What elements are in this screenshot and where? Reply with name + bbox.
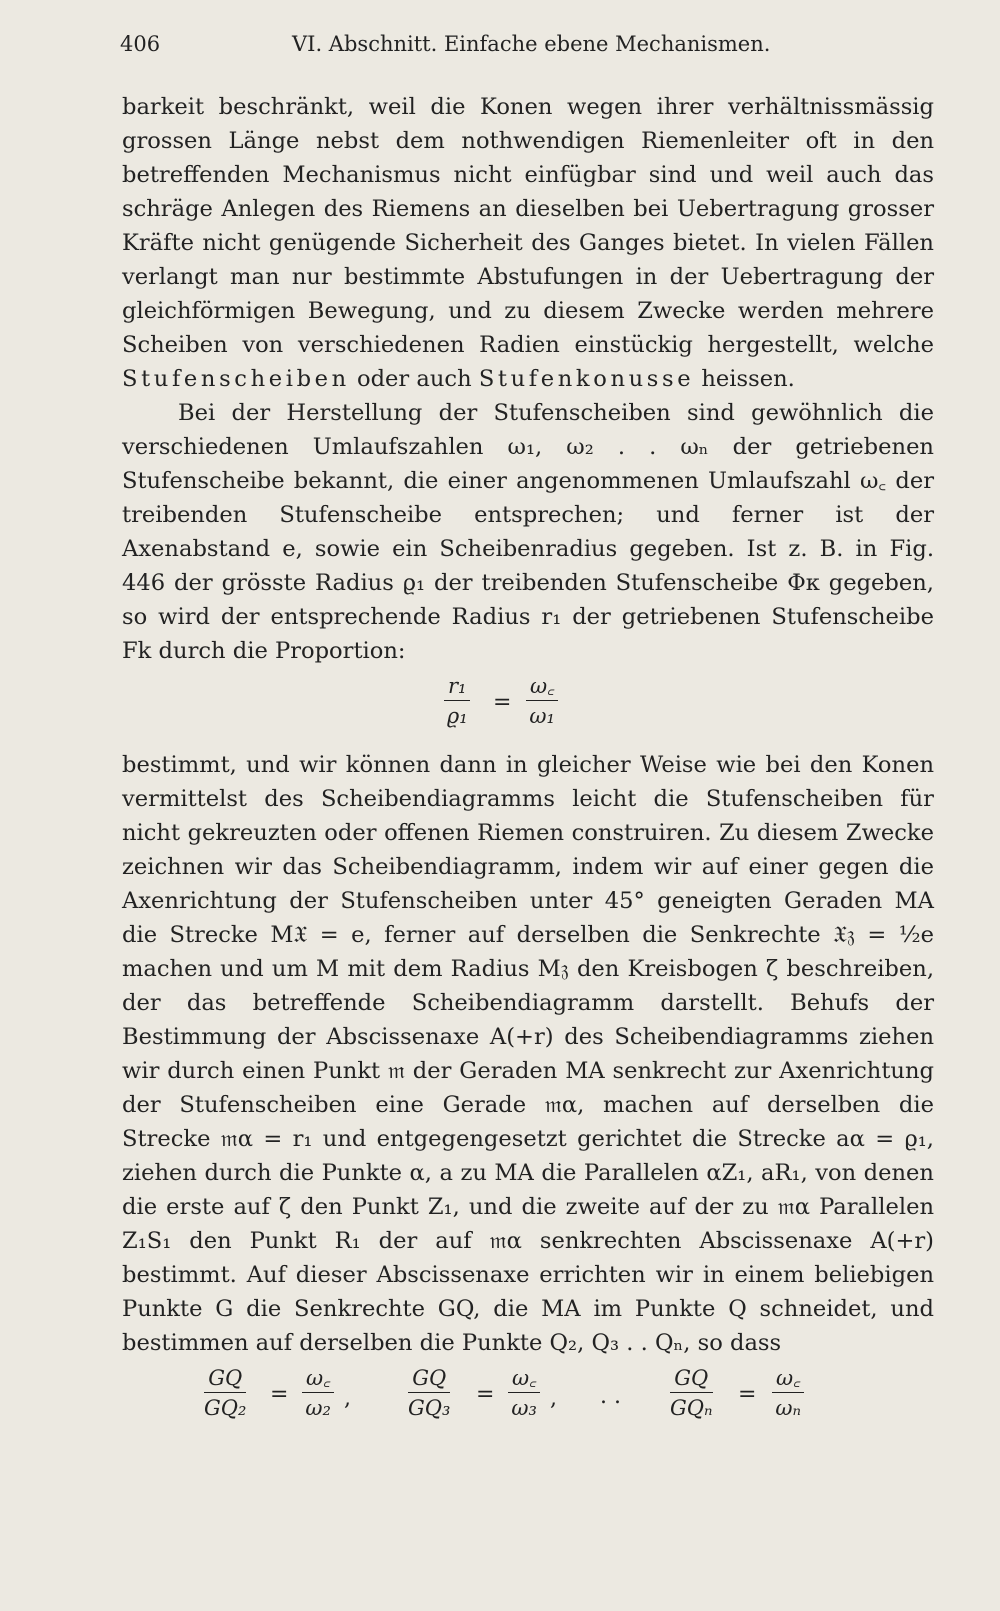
fraction-numerator: GQ xyxy=(670,1364,713,1393)
fraction-denominator: ϱ₁ xyxy=(446,704,468,728)
fraction-numerator: ω꜀ xyxy=(302,1364,334,1393)
paragraph-1-mid: oder auch xyxy=(349,366,479,392)
fraction-numerator: GQ xyxy=(204,1364,246,1393)
comma: , xyxy=(344,1386,351,1411)
term-stufenscheiben: Stufenscheiben xyxy=(122,366,350,392)
page-header xyxy=(120,32,940,66)
fraction-denominator: ω₁ xyxy=(529,704,555,728)
body-text xyxy=(122,90,934,1444)
equals-sign: = xyxy=(493,690,512,715)
fraction-numerator: ω꜀ xyxy=(772,1364,804,1393)
running-title: VI. Abschnitt. Einfache ebene Mechanismen. xyxy=(292,32,771,56)
fraction-omegac-omega3 xyxy=(508,1364,540,1423)
equals-sign: = xyxy=(738,1382,757,1407)
fraction-denominator: GQ₃ xyxy=(408,1396,451,1420)
fraction-gq-gq2 xyxy=(204,1364,246,1423)
equals-sign: = xyxy=(270,1382,289,1407)
paragraph-2: Bei der Herstellung der Stufenscheiben sind gewöhnlich die verschiedenen Umlaufszahlen ω₁, ω₂ . . ωₙ der getriebenen Stufenscheibe bekannt, die einer angenommenen Umlaufszahl ω꜀ der treibenden Stufenscheibe entsprechen; und ferner ist der Axenabstand e, sowie ein Scheibenradius gegeben. Ist z. B. in Fig. 446 der grösste Radius ϱ₁ der treibenden Stufenscheibe Φκ gegeben, so wird der entsprechende Radius r₁ der getriebenen Stufenscheibe Fk durch die Proportion: xyxy=(122,400,934,664)
page-number: 406 xyxy=(120,32,161,56)
fraction-denominator: GQₙ xyxy=(670,1396,713,1420)
paragraph-1 xyxy=(122,90,934,396)
ellipsis-dots: . . xyxy=(600,1384,621,1409)
paragraph-1-text: barkeit beschränkt, weil die Konen wegen ihrer verhältnissmässig grossen Länge nebst dem nothwendigen Riemenleiter oft in den betreffenden Mechanismus nicht einfügbar sind und weil auch das schräge Anlegen des Riemens an dieselben bei Uebertragung grosser Kräfte nicht genügende Sicherheit des Ganges bietet. In vielen Fällen verlangt man nur bestimmte Abstufungen in der Uebertragung der gleichförmigen Bewegung, und zu diesem Zwecke werden mehrere Scheiben von verschiedenen Radien einstückig hergestellt, welche xyxy=(122,94,934,358)
proportion-equation xyxy=(122,672,934,746)
paragraph-1-end: heissen. xyxy=(694,366,795,392)
fraction-omegac-omegan xyxy=(772,1364,804,1423)
fraction-denominator: ωₙ xyxy=(775,1396,802,1420)
fraction-denominator: GQ₂ xyxy=(204,1396,247,1420)
fraction-numerator: ω꜀ xyxy=(526,672,558,701)
fraction-omegac-omega2 xyxy=(302,1364,334,1423)
fraction-numerator: GQ xyxy=(408,1364,450,1393)
ratio-equations xyxy=(122,1364,934,1444)
term-stufenkonusse: Stufenkonusse xyxy=(478,366,695,392)
fraction-omegac-omega1 xyxy=(526,672,558,731)
fraction-denominator: ω₃ xyxy=(511,1396,537,1420)
fraction-gq-gq3 xyxy=(408,1364,450,1423)
fraction-numerator: r₁ xyxy=(444,672,470,701)
paragraph-3: bestimmt, und wir können dann in gleicher Weise wie bei den Konen vermittelst des Scheibendiagramms leicht die Stufenscheiben für nicht gekreuzten oder offenen Riemen construiren. Zu diesem Zwecke zeichnen wir das Scheibendiagramm, indem wir auf einer gegen die Axenrichtung der Stufenscheiben unter 45° geneigten Geraden MA die Strecke M𝔛 = e, ferner auf derselben die Senkrechte 𝔛𝔷 = ½e machen und um M mit dem Radius M𝔷 den Kreisbogen ζ beschreiben, der das betreffende Scheibendiagramm darstellt. Behufs der Bestimmung der Abscissenaxe A(+r) des Scheibendiagramms ziehen wir durch einen Punkt 𝔪 der Geraden MA senkrecht zur Axenrichtung der Stufenscheiben eine Gerade 𝔪α, machen auf derselben die Strecke 𝔪α = r₁ und entgegengesetzt gerichtet die Strecke aα = ϱ₁, ziehen durch die Punkte α, a zu MA die Parallelen αZ₁, aR₁, von denen die erste auf ζ den Punkt Z₁, und die zweite auf der zu 𝔪α Parallelen Z₁S₁ den Punkt R₁ der auf 𝔪α senkrechten Abscissenaxe A(+r) bestimmt. Auf dieser Abscissenaxe errichten wir in einem beliebigen Punkte G die Senkrechte GQ, die MA im Punkte Q schneidet, und bestimmen auf derselben die Punkte Q₂, Q₃ . . Qₙ, so dass xyxy=(122,752,934,1356)
fraction-gq-gqn xyxy=(670,1364,713,1423)
comma: , xyxy=(550,1386,557,1411)
fraction-denominator: ω₂ xyxy=(305,1396,331,1420)
equals-sign: = xyxy=(476,1382,495,1407)
fraction-numerator: ω꜀ xyxy=(508,1364,540,1393)
fraction-r1-rho1 xyxy=(444,672,470,731)
